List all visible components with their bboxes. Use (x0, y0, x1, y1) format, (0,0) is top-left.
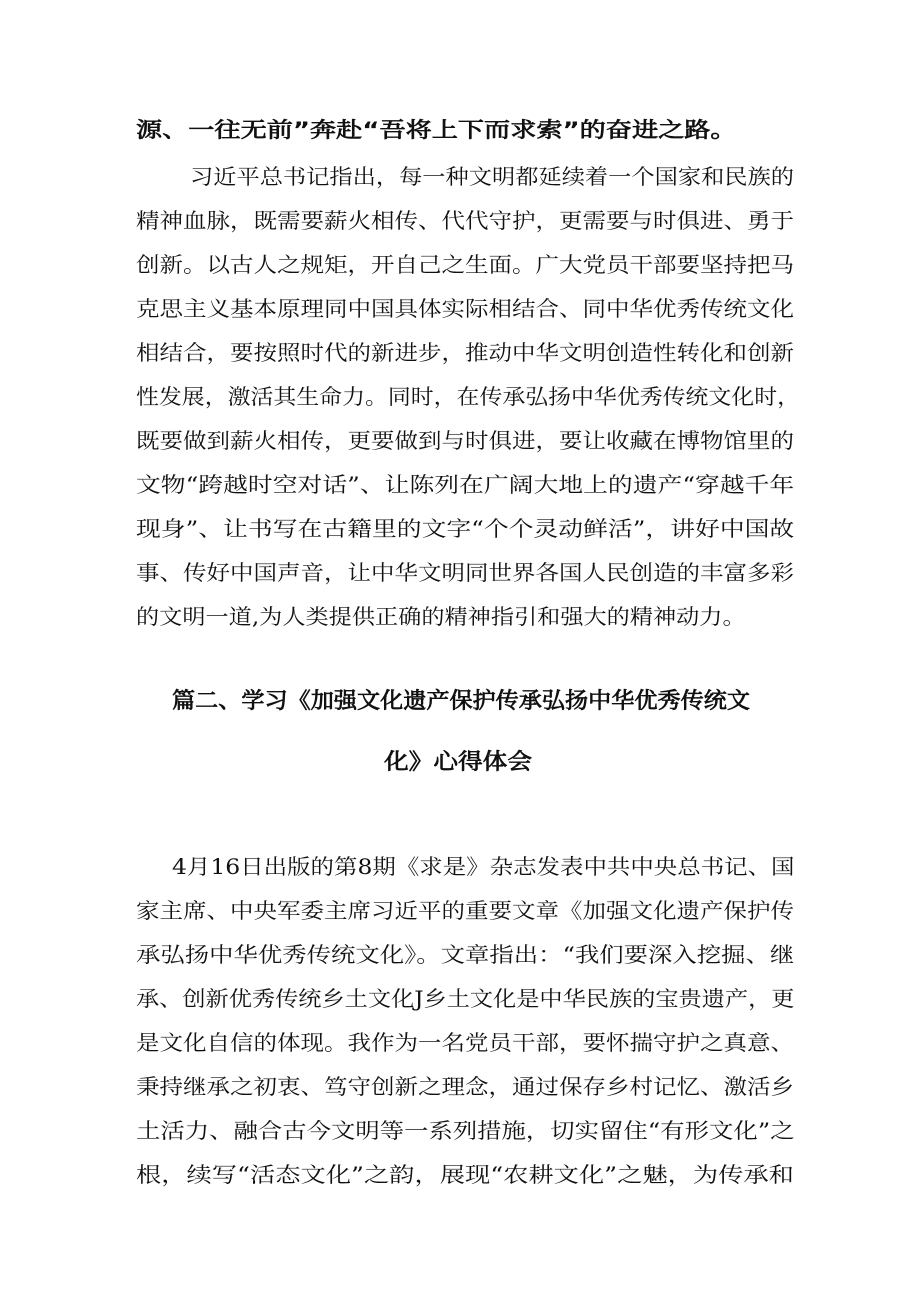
paragraph-2-line: 根，续写“活态文化”之韵，展现“农耕文化”之魅，为传承和 (136, 1163, 794, 1187)
paragraph-2-line: 家主席、中央军委主席习近平的重要文章《加强文化遗产保护传 (136, 899, 794, 923)
lead-line: 源、一往无前”奔赴“吾将上下而求索”的奋进之路。 (136, 118, 737, 142)
paragraph-2-line: 承、创新优秀传统乡土文化J乡土文化是中华民族的宝贵遗产，更 (136, 987, 795, 1011)
paragraph-1-line: 精神血脉，既需要薪火相传、代代守护，更需要与时俱进、勇于 (136, 209, 794, 233)
paragraph-1-line: 习近平总书记指出，每一种文明都延续着一个国家和民族的 (190, 165, 794, 189)
paragraph-1-line: 现身”、让书写在古籍里的文字“个个灵动鲜活”，讲好中国故 (136, 517, 795, 541)
paragraph-2-line: 承弘扬中华优秀传统文化》。文章指出：“我们要深入挖掘、继 (136, 943, 795, 967)
paragraph-1-line: 事、传好中国声音，让中华文明同世界各国人民创造的丰富多彩 (136, 561, 794, 585)
paragraph-2-line: 土活力、融合古今文明等一系列措施，切实留住“有形文化”之 (136, 1119, 795, 1143)
paragraph-1-line: 克思主义基本原理同中国具体实际相结合、同中华优秀传统文化 (136, 297, 794, 321)
paragraph-1-line: 的文明一道,为人类提供正确的精神指引和强大的精神动力。 (136, 605, 746, 629)
section-title: 化》心得体会 (384, 750, 533, 775)
paragraph-1-line: 文物“跨越时空对话”、让陈列在广阔大地上的遗产“穿越千年 (136, 473, 795, 497)
paragraph-1-line: 相结合，要按照时代的新进步，推动中华文明创造性转化和创新 (136, 341, 794, 365)
paragraph-2-line: 4月16日出版的第8期《求是》杂志发表中共中央总书记、国 (172, 855, 795, 879)
paragraph-1-line: 创新。以古人之规矩，开自己之生面。广大党员干部要坚持把马 (136, 253, 794, 277)
paragraph-2-line: 是文化自信的体现。我作为一名党员干部，要怀揣守护之真意、 (136, 1031, 794, 1055)
paragraph-1-line: 既要做到薪火相传，更要做到与时俱进，要让收藏在博物馆里的 (136, 429, 794, 453)
paragraph-2-line: 秉持继承之初衷、笃守创新之理念，通过保存乡村记忆、激活乡 (136, 1075, 794, 1099)
section-title: 篇二、学习《加强文化遗产保护传承弘扬中华优秀传统文 (172, 689, 751, 714)
paragraph-1-line: 性发展，激活其生命力。同时，在传承弘扬中华优秀传统文化时， (136, 385, 800, 409)
